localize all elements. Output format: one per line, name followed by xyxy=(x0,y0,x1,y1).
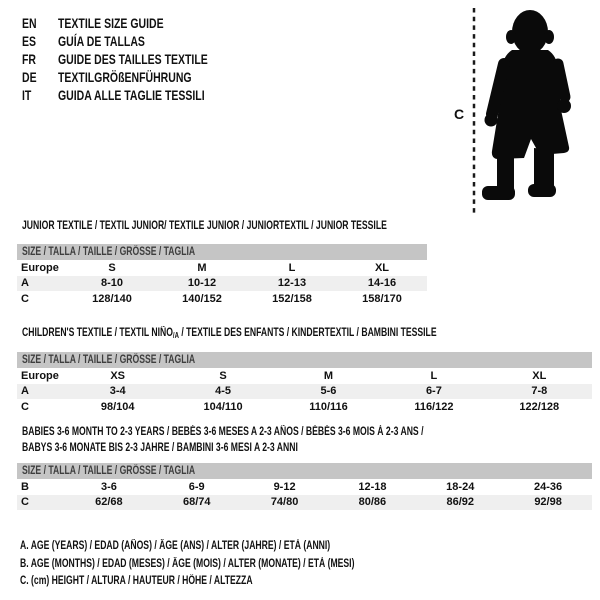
size-cell: 14-16 xyxy=(367,277,397,290)
junior-size-table xyxy=(17,244,427,307)
size-cell: 7-8 xyxy=(531,385,548,398)
babies-title-line1-text: BABIES 3-6 MONTH TO 2-3 YEARS / BEBÉS 3-6 MESES A 2-3 AÑOS / BÉBÉS 3-6 MOIS À 2-3 ANS / xyxy=(22,426,424,438)
babies-title-line2-text: BABYS 3-6 MONATE BIS 2-3 JAHRE / BAMBINI 3-6 MESI A 2-3 ANNI xyxy=(22,442,298,454)
row-label: A xyxy=(21,385,29,398)
size-header-bar xyxy=(17,244,427,260)
size-cell: 24-36 xyxy=(534,480,563,493)
note-b-text: B. AGE (MONTHS) / EDAD (MESES) / ÂGE (MOIS) / ALTER (MONATE) / ETÀ (MESI) xyxy=(20,557,355,570)
table-row xyxy=(17,399,592,415)
language-list xyxy=(22,14,258,104)
size-cell: 12-13 xyxy=(277,277,307,290)
size-cell: 9-12 xyxy=(273,480,296,493)
size-cell: 80/86 xyxy=(358,496,387,509)
size-cell: 8-10 xyxy=(100,277,124,290)
row-label: C xyxy=(21,496,29,509)
size-header-bar xyxy=(17,463,592,479)
baby-figure xyxy=(440,0,600,220)
size-header-text: SIZE / TALLA / TAILLE / GRÖSSE / TAGLIA xyxy=(22,465,196,477)
size-cell: 140/152 xyxy=(182,292,222,305)
babies-section-title-line2 xyxy=(22,440,390,456)
size-cell: 92/98 xyxy=(534,496,562,509)
size-cell: 98/104 xyxy=(100,400,135,413)
children-title-subscript: /A xyxy=(172,331,179,340)
language-code-text: FR xyxy=(22,51,37,67)
size-cell: 158/170 xyxy=(362,292,402,305)
size-header-text: SIZE / TALLA / TAILLE / GRÖSSE / TAGLIA xyxy=(22,354,196,366)
language-code xyxy=(22,87,58,103)
size-cell: 4-5 xyxy=(215,385,232,398)
note-a xyxy=(20,538,466,556)
table-row xyxy=(17,479,592,495)
babies-section-title-line1 xyxy=(22,424,557,440)
col-header: L xyxy=(288,261,296,274)
baby-silhouette-svg xyxy=(440,0,600,220)
children-section-title xyxy=(22,325,575,341)
row-label: A xyxy=(21,277,29,290)
table-row xyxy=(17,495,592,511)
row-label: C xyxy=(21,400,29,413)
size-cell: 104/110 xyxy=(203,400,243,413)
table-row xyxy=(17,384,592,400)
babies-size-table xyxy=(17,463,592,510)
language-code-text: IT xyxy=(22,87,32,103)
size-cell: 128/140 xyxy=(92,292,132,305)
size-cell: 74/80 xyxy=(270,496,299,509)
size-cell: 116/122 xyxy=(414,400,454,413)
language-code xyxy=(22,33,58,49)
junior-section-title-text: JUNIOR TEXTILE / TEXTIL JUNIOR/ TEXTILE JUNIOR / JUNIORTEXTIL / JUNIOR TESSILE xyxy=(22,220,387,232)
col-header: XL xyxy=(374,261,390,274)
size-cell: 10-12 xyxy=(187,277,217,290)
size-cell: 5-6 xyxy=(320,385,337,398)
size-cell: 12-18 xyxy=(358,480,387,493)
col-header: S xyxy=(219,369,227,382)
note-c xyxy=(20,573,466,591)
language-row-it xyxy=(22,86,258,104)
children-section-title-text xyxy=(22,325,437,344)
col-header: XL xyxy=(532,369,547,382)
size-cell: 62/68 xyxy=(95,496,123,509)
note-a-text: A. AGE (YEARS) / EDAD (AÑOS) / ÂGE (ANS) / ALTER (JAHRE) / ETÀ (ANNI) xyxy=(20,540,331,552)
language-code xyxy=(22,15,58,31)
col-header: XS xyxy=(110,369,126,382)
language-label: GUÍA DE TALLAS xyxy=(58,33,145,49)
language-label: TEXTILE SIZE GUIDE xyxy=(58,15,164,31)
table-row xyxy=(17,291,427,307)
table-row xyxy=(17,368,592,384)
children-title-post: / TEXTILE DES ENFANTS / KINDERTEXTIL / BAMBINI TESSILE xyxy=(178,327,437,339)
size-cell: 110/116 xyxy=(309,400,348,413)
size-cell: 152/158 xyxy=(272,292,312,305)
row-label: Europe xyxy=(21,369,59,382)
table-row xyxy=(17,260,427,276)
size-cell: 6-9 xyxy=(188,480,205,493)
size-cell: 122/128 xyxy=(519,400,560,413)
note-b xyxy=(20,556,466,574)
col-header: M xyxy=(323,369,334,382)
size-cell: 68/74 xyxy=(182,496,211,509)
table-row xyxy=(17,276,427,292)
language-code xyxy=(22,69,58,85)
row-label: C xyxy=(21,292,29,305)
legend-notes xyxy=(20,538,466,591)
language-code xyxy=(22,51,58,67)
language-label: TEXTILGRÖßENFÜHRUNG xyxy=(58,69,192,85)
language-code-text: EN xyxy=(22,15,37,31)
row-label: B xyxy=(21,480,29,493)
col-header: M xyxy=(197,261,207,274)
language-row-es xyxy=(22,32,258,50)
baby-silhouette xyxy=(482,10,571,200)
language-code-text: DE xyxy=(22,69,37,85)
children-title-pre: CHILDREN'S TEXTILE / TEXTIL NIÑO xyxy=(22,327,173,339)
col-header: S xyxy=(108,261,116,274)
language-row-fr xyxy=(22,50,258,68)
note-c-text: C. (cm) HEIGHT / ALTURA / HAUTEUR / HÖHE / ALTEZZA xyxy=(20,575,253,587)
size-cell: 3-4 xyxy=(109,385,126,398)
height-label-c: C xyxy=(454,106,465,122)
size-cell: 18-24 xyxy=(446,480,475,493)
junior-section-title xyxy=(22,218,508,234)
language-label: GUIDE DES TAILLES TEXTILE xyxy=(58,51,208,67)
language-row-en xyxy=(22,14,258,32)
size-header-text: SIZE / TALLA / TAILLE / GRÖSSE / TAGLIA xyxy=(22,246,196,258)
size-cell: 86/92 xyxy=(446,496,474,509)
size-header-bar xyxy=(17,352,592,368)
language-row-de xyxy=(22,68,258,86)
row-label: Europe xyxy=(21,261,59,274)
language-code-text: ES xyxy=(22,33,37,49)
size-cell: 6-7 xyxy=(425,385,442,398)
language-label: GUIDA ALLE TAGLIE TESSILI xyxy=(58,87,205,103)
col-header: L xyxy=(430,369,438,382)
size-cell: 3-6 xyxy=(100,480,117,493)
children-size-table xyxy=(17,352,592,415)
